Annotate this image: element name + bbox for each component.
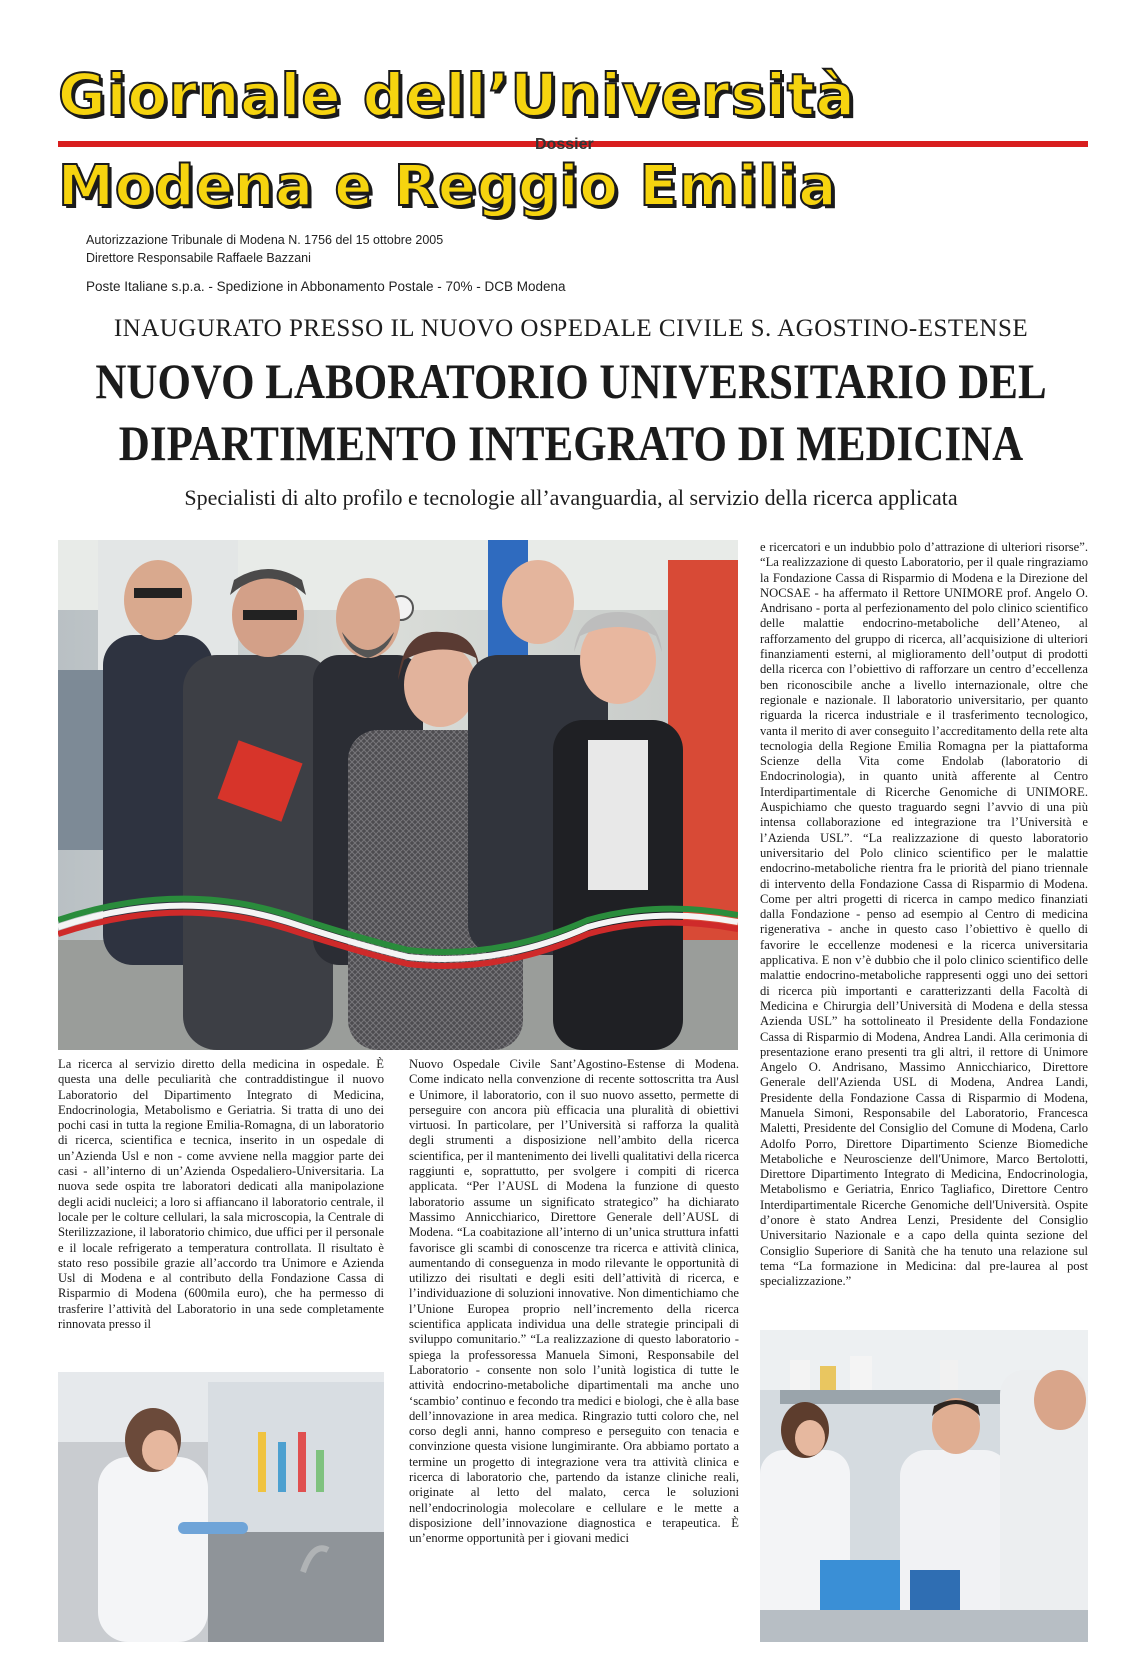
director-text: Direttore Responsabile Raffaele Bazzani	[86, 251, 311, 265]
postal-text: Poste Italiane s.p.a. - Spedizione in Abbonamento Postale - 70% - DCB Modena	[86, 279, 566, 294]
article-headline-line1: NUOVO LABORATORIO UNIVERSITARIO DEL	[95, 353, 1047, 409]
masthead-title-line1: Giornale dell’Università	[58, 61, 856, 129]
article-column-3: e ricercatori e un indubbio polo d’attrazione di ulteriori risorse”. “La realizzazione di questo Laboratorio, per il quale ringraziamo la Fondazione Cassa di Risparmio di Modena e la Direzione del NOCSAE - ha affermato il Rettore UNIMORE prof. Angelo O. Andrisano - porta al perfezionamento del polo clinico scientifico delle malattie endocrino-metaboliche dell’Ateneo, al rafforzamento del gruppo di ricerca, all’acquisizione di ulteriori finanziamenti esterni, al miglioramento dell’output di prodotti della ricerca con l’obiettivo di rafforzare un centro d’eccellenza ben riconoscibile anche a livello internazionale, oltre che regionale e nazionale. Il laboratorio universitario, per quanto riguarda la ricerca industriale e il trasferimento tecnologico, vanta il merito di aver conseguito l’accreditamento della rete alta tecnologia della Regione Emilia Romagna per la piattaforma Scienze della Vita come Endolab (laboratorio di Endocrinologia), in quanto unità afferente al Centro Interdipartimentale di Ricerche Genomiche di UNIMORE. Auspichiamo che questo traguardo segni l’avvio di una più intensa collaborazione ed integrazione tra l’Università e l’Azienda USL”. “La realizzazione di questo laboratorio universitario del Polo clinico scientifico per le malattie endocrino-metaboliche rientra fra le priorità del piano triennale di intervento della Fondazione Cassa di Risparmio di Modena. Come per altri progetti di ricerca in campo medico finanziati dalla Fondazione - penso ad esempio al Centro di medicina rigenerativa - anche in questo caso l’obiettivo è quello di favorire le eccellenze modenesi e la ricerca universitaria applicativa. E non v’è dubbio che il polo clinico scientifico delle malattie endocrino-metaboliche rappresenti oggi uno dei settori di ricerca più importanti e caratterizzanti della Facoltà di Medicina e Chirurgia dell’Università di Modena e della stessa Azienda USL” ha sottolineato il Presidente della Fondazione Cassa di Risparmio di Modena, Andrea Landi. Alla cerimonia di presentazione erano presenti tra gli altri, il rettore di Unimore Angelo O. Andrisano, Massimo Annicchiarico, Direttore Generale dell'Azienda USL di Modena, Andrea Landi, Presidente della Fondazione Cassa di Risparmio di Modena, Manuela Simoni, Responsabile del Laboratorio, Francesca Maletti, Presidente del Consiglio del Comune di Modena, Carlo Adolfo Porro, Direttore Dipartimento Scienze Biomediche Metaboliche e Neuroscienze dell'Unimore, Marco Bertolotti, Direttore Dipartimento Integrato di Medicina, Endocrinologia, Metabolismo e Geriatria, Enrico Tagliafico, Direttore Centro Interdipartimentale Ricerche Genomiche dell'Università. Ospite d’onore è stato Andrea Lenzi, Presidente del Consiglio Universitario Nazionale e a capo della quinta sezione del Consiglio Superiore di Sanità che ha tenuto una relazione sul tema “La formazione in Medicina: dal pre-laurea al post specializzazione.”	[760, 540, 1088, 1289]
article-subheadline: Specialisti di alto profilo e tecnologie all’avanguardia, al servizio della ricerca applicata	[184, 485, 958, 510]
ribbon-cutting-photo	[58, 540, 738, 1050]
article-column-1: La ricerca al servizio diretto della medicina in ospedale. È questa una delle peculiarità che contraddistingue il nuovo Laboratorio del Dipartimento Integrato di Medicina, Endocrinologia, Metabolismo e Geriatria. Si tratta di uno dei pochi casi in tutta la regione Emilia-Romagna, di un laboratorio di ricerca, scientifica e tecnica, inserito in un ospedale di un’Azienda Usl e non - come avviene nella maggior parte dei casi - all’interno di un’Azienda Ospedaliero-Universitaria. La nuova sede ospita tre laboratori dedicati alla manipolazione degli acidi nucleici; a loro si affiancano il laboratorio centrale, il locale per le colture cellulari, la sala microscopia, la Centrale di Sterilizzazione, il laboratorio chimico, due uffici per il personale e il locale refrigerato a temperatura controllata. Il risultato è stato reso possibile grazie all’accordo tra Unimore e Azienda Usl di Modena e al contributo della Fondazione Cassa di Risparmio di Modena (600mila euro), che ha permesso di trasferire l’attività del Laboratorio in una sede completamente rinnovata presso il	[58, 1057, 384, 1332]
section-label: Dossier	[535, 136, 594, 153]
authorization-text: Autorizzazione Tribunale di Modena N. 1756 del 15 ottobre 2005	[86, 233, 444, 247]
article-column-2: Nuovo Ospedale Civile Sant’Agostino-Estense di Modena. Come indicato nella convenzione di recente sottoscritta tra Ausl e Unimore, il laboratorio, con il suo nuovo assetto, permette di perseguire con ancora più efficacia una pluralità di obiettivi virtuosi. In particolare, per l’Università si rafforza la qualità degli strumenti a disposizione nell’ambito della ricerca scientifica, per il mantenimento dei livelli qualitativi della ricerca raggiunti e, soprattutto, per svolgere i compiti di ricerca applicata. “Per l’AUSL di Modena la funzione di questo laboratorio assume un significato strategico” ha dichiarato Massimo Annicchiarico, Direttore Generale dell’AUSL di Modena. “La coabitazione all’interno di un’unica struttura infatti favorisce gli scambi di conoscenze tra ricerca e attività clinica, aumentando di conseguenza in modo rilevante le opportunità di utilizzo dei risultati e degli esiti dell’attività di ricerca, e l’individuazione di soluzioni innovative. Non dimentichiamo che l’Unione Europea proprio nell’incremento della ricerca scientifica applicata individua una delle strategie principali di sviluppo comunitario.” “La realizzazione di questo laboratorio - spiega la professoressa Manuela Simoni, Responsabile del Laboratorio - consente non solo l’unità logistica di tutte le attività endocrino-metaboliche dipartimentali ma anche uno ‘scambio’ continuo e fecondo tra medici e biologi, che è alla base dell’innovazione in area medica. Ringrazio tutti coloro che, nel corso degli anni, hanno compreso e perseguito con tenacia e convinzione questa visione lungimirante. Ora abbiamo portato a termine un progetto di integrazione vera tra attività clinica e ricerca di laboratorio che, partendo da istanze cliniche reali, originate al letto del malato, cerca le soluzioni nell’endocrinologia molecolare e cellulare e le mette a disposizione dell’innovazione diagnostica e terapeutica. È un’enorme opportunità per i giovani medici	[409, 1057, 739, 1546]
article-headline-line2: DIPARTIMENTO INTEGRATO DI MEDICINA	[118, 415, 1024, 471]
masthead-title-line2: Modena e Reggio Emilia	[58, 154, 838, 219]
article-kicker: INAUGURATO PRESSO IL NUOVO OSPEDALE CIVILE S. AGOSTINO-ESTENSE	[113, 315, 1029, 342]
lab-researcher-photo	[58, 1372, 384, 1642]
lab-team-photo	[760, 1330, 1088, 1642]
